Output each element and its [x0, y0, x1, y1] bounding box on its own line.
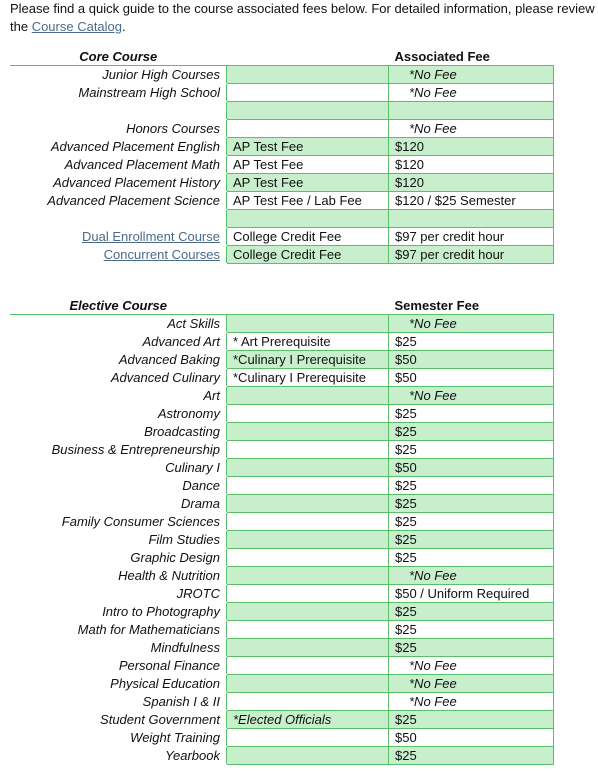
elective-table-row: [10, 603, 554, 621]
course-note: *Culinary I Prerequisite: [227, 351, 389, 369]
course-fee: [389, 657, 554, 675]
core-table-row: [10, 246, 554, 264]
no-fee-label: *No Fee: [409, 658, 457, 673]
elective-table-row: [10, 657, 554, 675]
core-fee-header: Associated Fee: [389, 48, 554, 66]
elective-table-row: [10, 459, 554, 477]
course-note: [227, 567, 389, 585]
course-note: [227, 675, 389, 693]
course-link[interactable]: Dual Enrollment Course: [81, 229, 220, 244]
course-name: Business & Entrepreneurship: [10, 441, 227, 459]
course-fee: $25: [389, 333, 554, 351]
no-fee-label: *No Fee: [409, 676, 457, 691]
course-fee: $50: [389, 459, 554, 477]
course-note: [227, 120, 389, 138]
no-fee-label: *No Fee: [409, 388, 457, 403]
course-fee: [389, 693, 554, 711]
course-name: Mainstream High School: [10, 84, 227, 102]
course-fee: $25: [389, 531, 554, 549]
elective-note-header: [227, 297, 389, 315]
course-note: [227, 603, 389, 621]
course-fee: $50 / Uniform Required: [389, 585, 554, 603]
course-note: * Art Prerequisite: [227, 333, 389, 351]
elective-header-row: [10, 297, 554, 315]
core-note-header: [227, 48, 389, 66]
core-table-row: [10, 174, 554, 192]
elective-table-row: [10, 567, 554, 585]
course-fee: [389, 675, 554, 693]
course-name: Advanced Placement Math: [10, 156, 227, 174]
course-fee: $25: [389, 423, 554, 441]
no-fee-label: *No Fee: [409, 85, 457, 100]
course-note: [227, 513, 389, 531]
course-fee: $25: [389, 405, 554, 423]
course-note: [227, 210, 389, 228]
course-note: *Culinary I Prerequisite: [227, 369, 389, 387]
course-note: [227, 102, 389, 120]
course-name: Art: [10, 387, 227, 405]
course-fee: [389, 210, 554, 228]
core-header-row: [10, 48, 554, 66]
course-name: Act Skills: [10, 315, 227, 333]
core-table-row: [10, 192, 554, 210]
course-name: Astronomy: [10, 405, 227, 423]
course-name: Graphic Design: [10, 549, 227, 567]
course-name: [10, 102, 227, 120]
course-fee: $50: [389, 351, 554, 369]
course-fee: $97 per credit hour: [389, 228, 554, 246]
no-fee-label: *No Fee: [409, 67, 457, 82]
course-name: JROTC: [10, 585, 227, 603]
course-name: Broadcasting: [10, 423, 227, 441]
core-table-row: [10, 210, 554, 228]
elective-table-row: [10, 351, 554, 369]
course-note: [227, 477, 389, 495]
core-table-row: [10, 156, 554, 174]
course-note: [227, 441, 389, 459]
course-fee: [389, 315, 554, 333]
course-name: Mindfulness: [10, 639, 227, 657]
core-table-row: [10, 120, 554, 138]
core-table-row: [10, 66, 554, 84]
elective-table-row: [10, 729, 554, 747]
course-name: Spanish I & II: [10, 693, 227, 711]
course-fee: $50: [389, 729, 554, 747]
intro-text-end: .: [122, 19, 126, 34]
course-name: Film Studies: [10, 531, 227, 549]
course-name: Culinary I: [10, 459, 227, 477]
course-fee: $25: [389, 513, 554, 531]
intro-paragraph: [10, 0, 595, 36]
no-fee-label: *No Fee: [409, 121, 457, 136]
course-catalog-link[interactable]: Course Catalog: [31, 19, 123, 34]
core-table-row: [10, 84, 554, 102]
course-note: [227, 729, 389, 747]
course-note: [227, 387, 389, 405]
course-fee: $25: [389, 639, 554, 657]
course-note: *Elected Officials: [227, 711, 389, 729]
elective-table-row: [10, 549, 554, 567]
course-name: Junior High Courses: [10, 66, 227, 84]
course-name: Advanced Baking: [10, 351, 227, 369]
course-name: Personal Finance: [10, 657, 227, 675]
no-fee-label: *No Fee: [409, 568, 457, 583]
course-fee: [389, 66, 554, 84]
core-table-row: [10, 228, 554, 246]
course-note: AP Test Fee / Lab Fee: [227, 192, 389, 210]
core-table-row: [10, 102, 554, 120]
elective-table-row: [10, 675, 554, 693]
elective-table-row: [10, 711, 554, 729]
course-name: Advanced Placement English: [10, 138, 227, 156]
course-name: Dance: [10, 477, 227, 495]
course-fee: $25: [389, 441, 554, 459]
elective-table-row: [10, 405, 554, 423]
course-fee: $120 / $25 Semester: [389, 192, 554, 210]
course-name: Yearbook: [10, 747, 227, 765]
course-note: [227, 657, 389, 675]
course-fee: $25: [389, 711, 554, 729]
elective-course-header: Elective Course: [10, 297, 227, 315]
course-link[interactable]: Concurrent Courses: [103, 247, 220, 262]
elective-fee-header: Semester Fee: [389, 297, 554, 315]
course-note: College Credit Fee: [227, 228, 389, 246]
elective-table-row: [10, 693, 554, 711]
course-name: Advanced Placement Science: [10, 192, 227, 210]
no-fee-label: *No Fee: [409, 694, 457, 709]
elective-table-row: [10, 495, 554, 513]
course-note: [227, 315, 389, 333]
course-name: Physical Education: [10, 675, 227, 693]
course-note: [227, 585, 389, 603]
elective-course-table: [10, 297, 554, 765]
course-note: [227, 549, 389, 567]
course-name: [10, 210, 227, 228]
course-fee: $97 per credit hour: [389, 246, 554, 264]
elective-table-row: [10, 387, 554, 405]
course-note: AP Test Fee: [227, 138, 389, 156]
course-fee: $50: [389, 369, 554, 387]
elective-table-row: [10, 441, 554, 459]
course-note: College Credit Fee: [227, 246, 389, 264]
course-name[interactable]: [10, 246, 227, 264]
elective-table-row: [10, 621, 554, 639]
course-note: AP Test Fee: [227, 156, 389, 174]
elective-table-row: [10, 531, 554, 549]
course-name: Advanced Placement History: [10, 174, 227, 192]
course-fee: $25: [389, 747, 554, 765]
course-name[interactable]: [10, 228, 227, 246]
course-fee: $25: [389, 621, 554, 639]
elective-table-row: [10, 423, 554, 441]
course-name: Health & Nutrition: [10, 567, 227, 585]
course-name: Math for Mathematicians: [10, 621, 227, 639]
core-course-header: Core Course: [10, 48, 227, 66]
course-note: [227, 495, 389, 513]
course-fee: $25: [389, 549, 554, 567]
course-name: Drama: [10, 495, 227, 513]
elective-table-row: [10, 747, 554, 765]
course-note: [227, 531, 389, 549]
course-name: Student Government: [10, 711, 227, 729]
course-fee: $25: [389, 477, 554, 495]
course-name: Family Consumer Sciences: [10, 513, 227, 531]
course-name: Advanced Art: [10, 333, 227, 351]
course-note: AP Test Fee: [227, 174, 389, 192]
course-fee: $25: [389, 603, 554, 621]
course-note: [227, 423, 389, 441]
elective-table-row: [10, 315, 554, 333]
elective-table-row: [10, 477, 554, 495]
elective-table-row: [10, 513, 554, 531]
intro-text: Please find a quick guide to the course associated fees below. For detailed information, please review the: [10, 1, 595, 34]
course-fee: $120: [389, 156, 554, 174]
course-fee: [389, 102, 554, 120]
course-note: [227, 621, 389, 639]
course-note: [227, 693, 389, 711]
no-fee-label: *No Fee: [409, 316, 457, 331]
core-course-table: [10, 48, 554, 264]
elective-table-row: [10, 369, 554, 387]
course-fee: [389, 567, 554, 585]
course-fee: $120: [389, 174, 554, 192]
course-note: [227, 66, 389, 84]
course-fee: $120: [389, 138, 554, 156]
course-fee: [389, 84, 554, 102]
course-name: Advanced Culinary: [10, 369, 227, 387]
course-note: [227, 639, 389, 657]
course-note: [227, 459, 389, 477]
course-name: Honors Courses: [10, 120, 227, 138]
course-name: Intro to Photography: [10, 603, 227, 621]
elective-table-row: [10, 333, 554, 351]
course-name: Weight Training: [10, 729, 227, 747]
core-table-row: [10, 138, 554, 156]
course-note: [227, 84, 389, 102]
elective-table-row: [10, 585, 554, 603]
elective-table-row: [10, 639, 554, 657]
course-note: [227, 405, 389, 423]
course-fee: [389, 387, 554, 405]
course-note: [227, 747, 389, 765]
course-fee: $25: [389, 495, 554, 513]
course-fee: [389, 120, 554, 138]
